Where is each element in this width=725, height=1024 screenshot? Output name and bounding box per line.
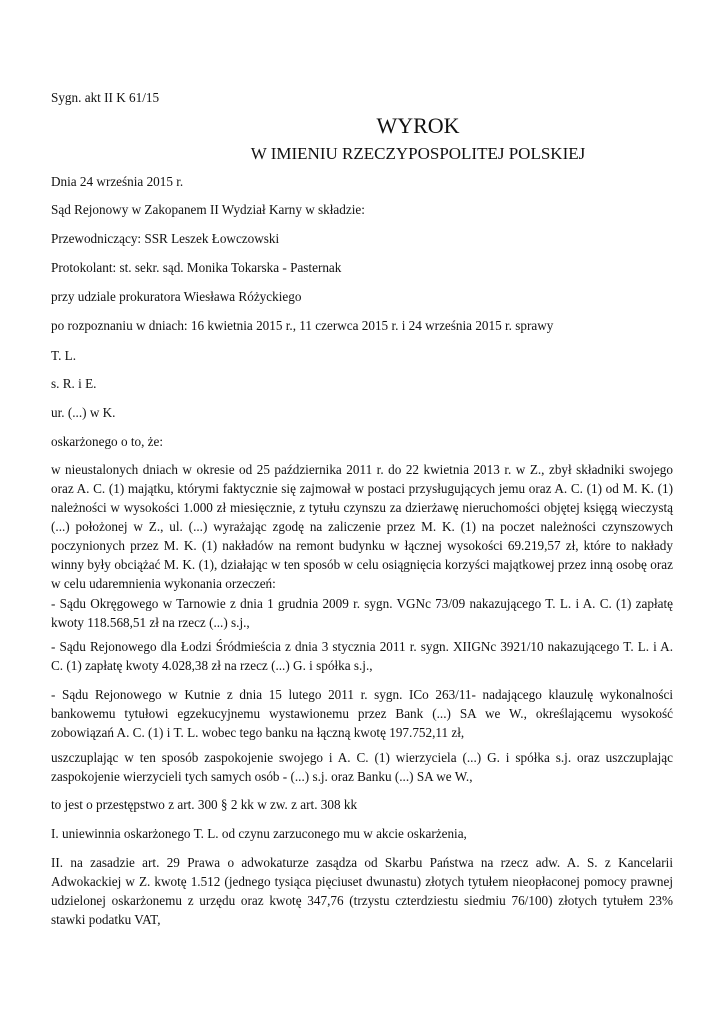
hearing-dates: po rozpoznaniu w dniach: 16 kwietnia 2015 r., 11 czerwca 2015 r. i 24 września 2015 r. sprawy: [51, 318, 554, 333]
charge-paragraph: w nieustalonych dniach w okresie od 25 października 2011 r. do 22 kwietnia 2013 r. w Z., zbył składniki swojego oraz A. C. (1) majątku, którymi faktycznie się zajmował w postaci przysługujących jemu oraz A. C. (1) od M. K. (1) należności w wysokości 1.000 zł miesięcznie, z tytułu czynszu za dzierżawę nieruchomości objętej księgą wieczystą (...) położonej w Z., ul. (...) wyrażając zgodę na zaliczenie przez M. K. (1) na poczet należności czynszowych poczynionych przez M. K. (1) nakładów na remont budynku w łącznej wysokości 69.219,57 zł, które to nakłady winny były obciążać M. K. (1), działając w ten sposób w celu osiągnięcia korzyści majątkowej przez inną osobę oraz w celu udaremnienia wykonania orzeczeń:: [51, 462, 673, 591]
ruling-2: - Sądu Rejonowego dla Łodzi Śródmieścia z dnia 3 stycznia 2011 r. sygn. XIIGNc 3921/10 nakazującego T. L. i A. C. (1) zapłatę kwoty 4.028,38 zł na rzecz (...) G. i spółka s.j.,: [51, 639, 673, 673]
verdict-date: Dnia 24 września 2015 r.: [51, 174, 184, 189]
defendant-parents: s. R. i E.: [51, 376, 97, 391]
prosecutor: przy udziale prokuratora Wiesława Różyckiego: [51, 289, 302, 304]
case-signature: Sygn. akt II K 61/15: [51, 90, 160, 105]
offence-qualification: to jest o przestępstwo z art. 300 § 2 kk w zw. z art. 308 kk: [51, 797, 358, 812]
defendant-initials: T. L.: [51, 348, 77, 363]
diminishing-paragraph: uszczuplając w ten sposób zaspokojenie swojego i A. C. (1) wierzyciela (...) G. i spółka s.j. oraz uszczuplając zaspokojenie wierzycieli tych samych osób - (...) s.j. oraz Banku (...) SA we W.,: [51, 750, 673, 784]
ruling-3: - Sądu Rejonowego w Kutnie z dnia 15 lutego 2011 r. sygn. ICo 263/11- nadającego klauzulę wykonalności bankowemu tytułowi egzekucyjnemu wystawionemu przez Bank (...) SA we W., określającemu wysokość zobowiązań A. C. (1) i T. L. wobec tego banku na łączną kwotę 197.752,11 zł,: [51, 687, 673, 740]
verdict-point-2: II. na zasadzie art. 29 Prawa o adwokaturze zasądza od Skarbu Państwa na rzecz adw. A. S. z Kancelarii Adwokackiej w Z. kwotę 1.512 (jednego tysiąca pięciuset dwunastu) złotych tytułem nieopłaconej pomocy prawnej udzielonej oskarżonemu z urzędu oraz kwotę 347,76 (trzystu czterdziestu siedmiu 76/100) złotych tytułem 23% stawki podatku VAT,: [51, 855, 673, 927]
document-subtitle: W IMIENIU RZECZYPOSPOLITEJ POLSKIEJ: [250, 144, 586, 163]
court-recorder: Protokolant: st. sekr. sąd. Monika Tokarska - Pasternak: [51, 260, 342, 275]
ruling-1: - Sądu Okręgowego w Tarnowie z dnia 1 grudnia 2009 r. sygn. VGNc 73/09 nakazującego T. L. i A. C. (1) zapłatę kwoty 118.568,51 zł na rzecz (...) s.j.,: [51, 596, 673, 630]
court-composition: Sąd Rejonowy w Zakopanem II Wydział Karny w składzie:: [51, 202, 365, 217]
presiding-judge: Przewodniczący: SSR Leszek Łowczowski: [51, 231, 280, 246]
accusation-intro: oskarżonego o to, że:: [51, 434, 164, 449]
document-title: WYROK: [376, 113, 460, 138]
verdict-point-1: I. uniewinnia oskarżonego T. L. od czynu zarzuconego mu w akcie oskarżenia,: [51, 826, 467, 841]
defendant-birth: ur. (...) w K.: [51, 405, 116, 420]
